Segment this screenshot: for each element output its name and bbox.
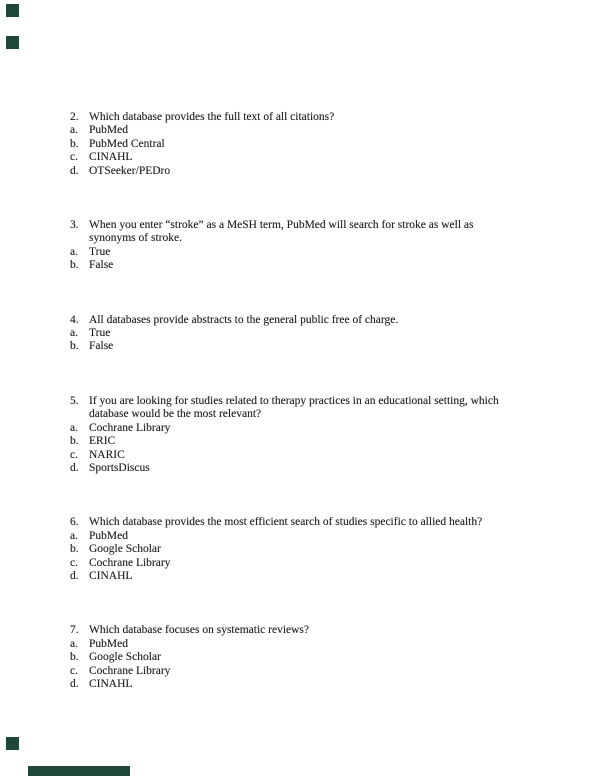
question-text: synonyms of stroke.	[89, 232, 182, 245]
question-text-line	[70, 219, 560, 232]
option-letter: a.	[70, 637, 78, 650]
question-text: Which database provides the full text of all citations?	[89, 111, 335, 123]
option-text: SportsDiscus	[89, 461, 150, 474]
option-text: Cochrane Library	[89, 556, 171, 569]
answer-option	[70, 530, 560, 543]
option-letter: b.	[70, 259, 79, 272]
question-block-5	[70, 395, 560, 475]
quiz-content	[70, 111, 560, 732]
option-text: PubMed	[89, 124, 128, 137]
option-letter: a.	[70, 421, 78, 434]
option-text: CINAHL	[89, 677, 133, 690]
option-letter: c.	[70, 151, 78, 164]
option-text: PubMed Central	[89, 137, 165, 150]
answer-option	[70, 462, 560, 475]
answer-option	[70, 138, 560, 151]
question-number: 6.	[70, 516, 79, 529]
option-text: Cochrane Library	[89, 664, 171, 677]
corner-square-top-second	[6, 36, 19, 49]
question-block-2	[70, 111, 560, 178]
option-letter: a.	[70, 529, 78, 542]
question-text-continuation	[70, 232, 560, 245]
question-number: 4.	[70, 313, 79, 326]
corner-square-top-first	[6, 4, 19, 17]
option-text: CINAHL	[89, 569, 133, 582]
option-letter: b.	[70, 651, 79, 664]
question-text-line	[70, 111, 560, 124]
answer-option	[70, 570, 560, 583]
question-text: When you enter “stroke” as a MeSH term, PubMed will search for stroke as well as	[89, 219, 474, 232]
option-letter: c.	[70, 664, 78, 677]
answer-option	[70, 435, 560, 448]
corner-square-bottom	[6, 737, 19, 750]
question-number: 2.	[70, 111, 79, 123]
question-text-line	[70, 624, 560, 637]
option-text: False	[89, 259, 114, 272]
question-number: 3.	[70, 219, 79, 232]
question-text: Which database focuses on systematic reviews?	[89, 624, 310, 637]
question-text-line	[70, 395, 560, 408]
option-text: PubMed	[89, 529, 128, 542]
option-letter: d.	[70, 164, 79, 177]
answer-option	[70, 151, 560, 164]
option-letter: c.	[70, 556, 78, 569]
option-letter: c.	[70, 448, 78, 461]
answer-option	[70, 678, 560, 691]
option-text: False	[89, 340, 114, 353]
option-text: NARIC	[89, 448, 125, 461]
question-number: 7.	[70, 624, 79, 637]
option-text: True	[89, 327, 111, 340]
answer-option	[70, 124, 560, 137]
option-letter: d.	[70, 461, 79, 474]
option-text: CINAHL	[89, 151, 133, 164]
question-block-3	[70, 219, 560, 273]
question-text: All databases provide abstracts to the general public free of charge.	[89, 313, 399, 326]
option-letter: a.	[70, 124, 78, 137]
option-letter: b.	[70, 340, 79, 353]
option-text: PubMed	[89, 637, 128, 650]
question-text-continuation	[70, 408, 560, 421]
answer-option	[70, 259, 560, 272]
option-text: Google Scholar	[89, 543, 161, 556]
option-letter: b.	[70, 543, 79, 556]
question-block-4	[70, 314, 560, 354]
question-text: database would be the most relevant?	[89, 408, 262, 421]
option-text: ERIC	[89, 435, 116, 448]
question-block-7	[70, 624, 560, 691]
question-number: 5.	[70, 394, 79, 407]
option-letter: d.	[70, 569, 79, 582]
answer-option	[70, 557, 560, 570]
option-text: Cochrane Library	[89, 421, 171, 434]
option-letter: a.	[70, 327, 78, 340]
option-letter: a.	[70, 245, 78, 258]
option-letter: d.	[70, 677, 79, 690]
question-text: If you are looking for studies related to therapy practices in an educational setting, which	[89, 394, 499, 407]
option-text: Google Scholar	[89, 651, 161, 664]
question-block-6	[70, 516, 560, 583]
footer-bar	[28, 766, 130, 776]
option-text: OTSeeker/PEDro	[89, 164, 171, 177]
option-letter: b.	[70, 137, 79, 150]
question-text-line	[70, 516, 560, 529]
answer-option	[70, 422, 560, 435]
answer-option	[70, 651, 560, 664]
question-text-line	[70, 314, 560, 327]
option-text: True	[89, 245, 111, 258]
answer-option	[70, 327, 560, 340]
answer-option	[70, 246, 560, 259]
answer-option	[70, 449, 560, 462]
answer-option	[70, 340, 560, 353]
answer-option	[70, 165, 560, 178]
option-letter: b.	[70, 435, 79, 448]
answer-option	[70, 543, 560, 556]
answer-option	[70, 638, 560, 651]
question-text: Which database provides the most efficient search of studies specific to allied health?	[89, 516, 483, 529]
answer-option	[70, 665, 560, 678]
